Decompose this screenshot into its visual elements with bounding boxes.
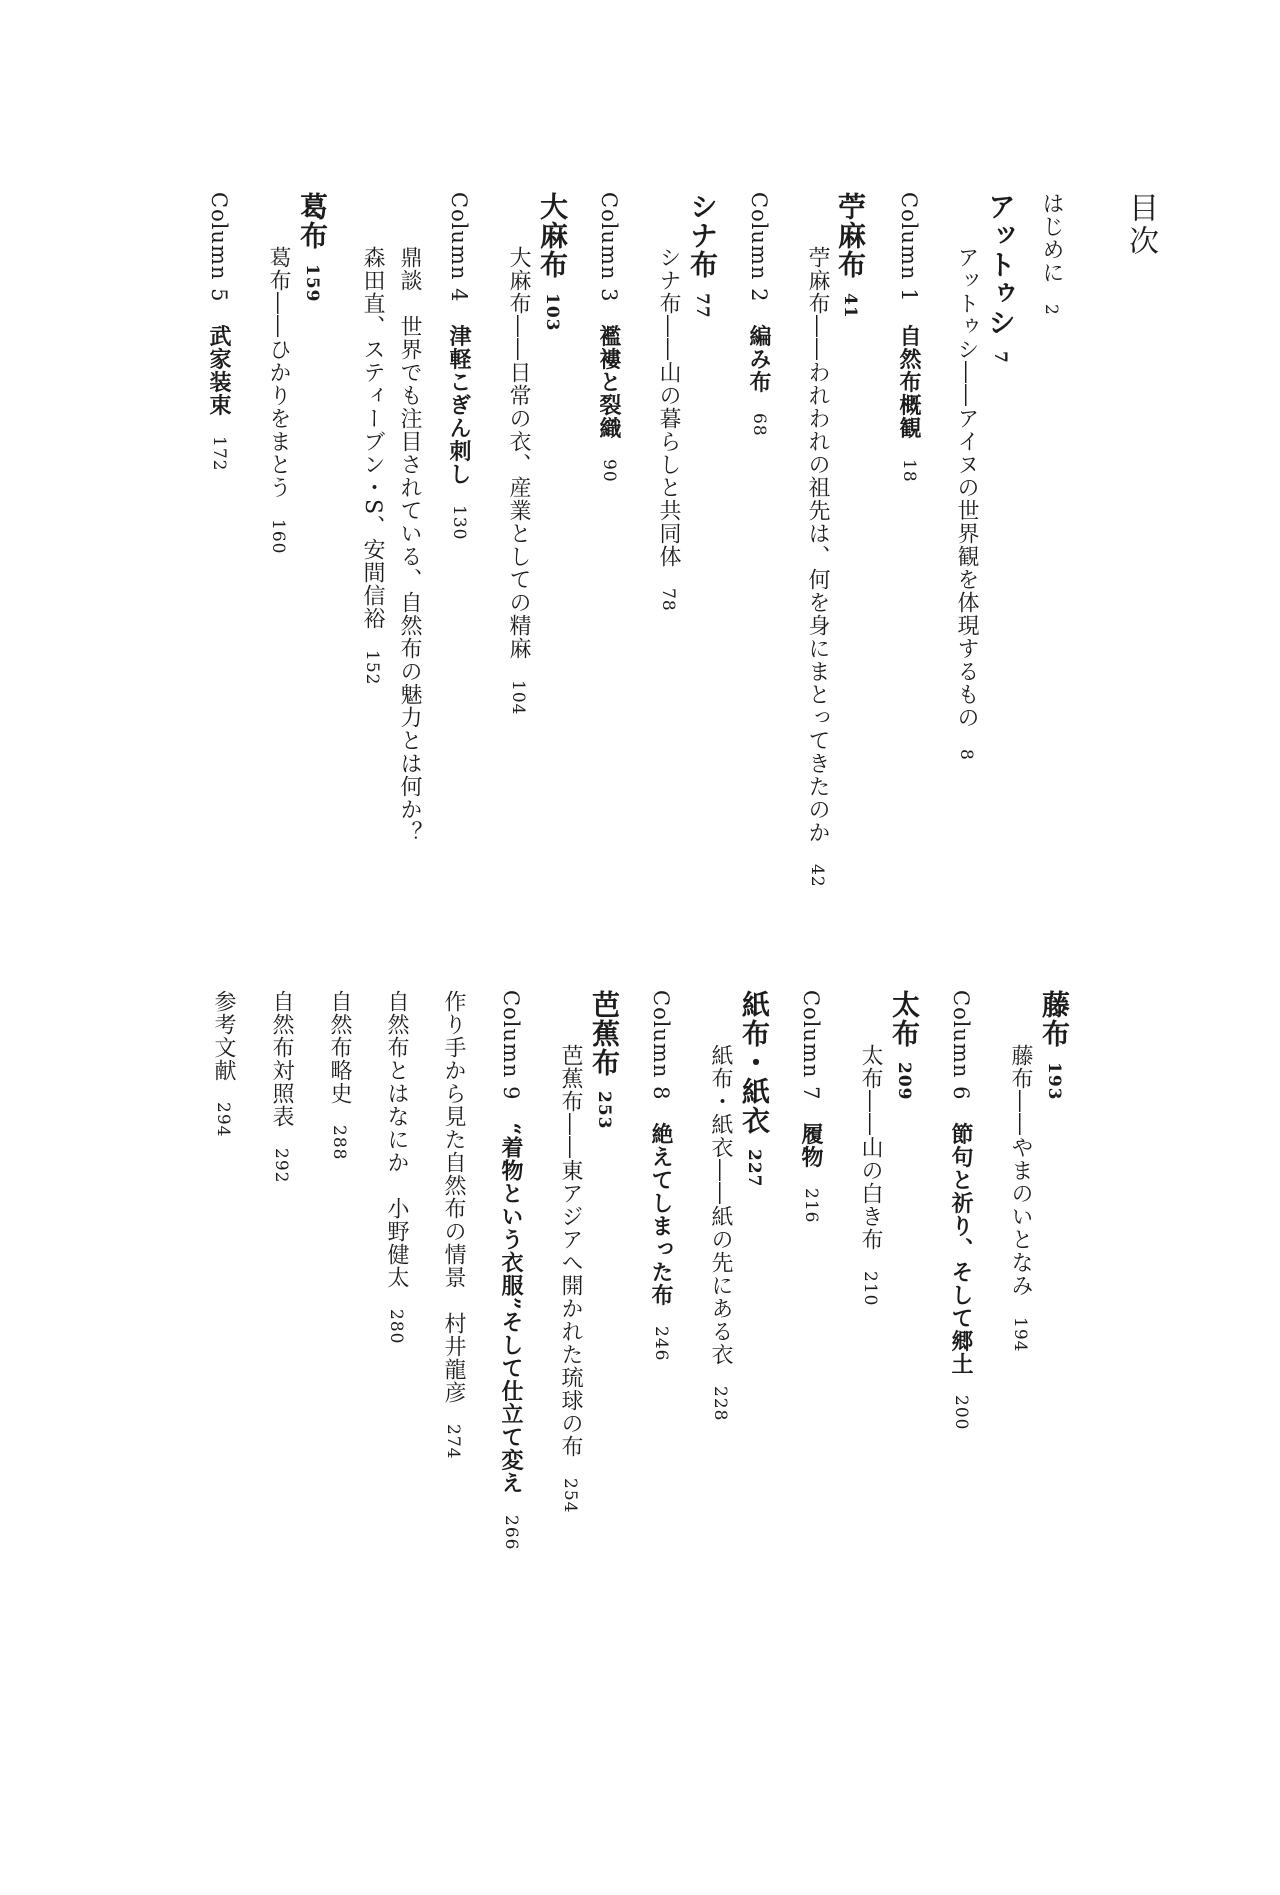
toc-column-5[interactable] bbox=[208, 192, 230, 472]
toc-column-9[interactable] bbox=[500, 990, 522, 1550]
toc-entry-shizenfu[interactable] bbox=[385, 990, 407, 1344]
entry-label: 自然布とはなにか 小野健太 bbox=[384, 990, 409, 1289]
entry-page: 254 bbox=[560, 1478, 580, 1514]
column-label: 節句と祈り、そして郷土 bbox=[948, 1122, 974, 1376]
column-prefix: Column 2 bbox=[747, 192, 771, 303]
column-label: 襤褸と裂織 bbox=[596, 324, 622, 440]
toc-chapter-kuzu[interactable] bbox=[296, 192, 329, 303]
toc-chapter-shifu[interactable] bbox=[738, 990, 771, 1188]
chapter-label: シナ布 bbox=[686, 192, 719, 279]
column-prefix: Column 8 bbox=[649, 990, 673, 1101]
toc-column-4[interactable] bbox=[448, 192, 470, 541]
toc-chapter-shina[interactable] bbox=[686, 192, 719, 319]
toc-entry-taisho[interactable] bbox=[270, 990, 292, 1183]
toc-entry-futo-sub[interactable] bbox=[859, 1044, 881, 1306]
chapter-label: 芭蕉布 bbox=[588, 990, 621, 1077]
column-prefix: Column 6 bbox=[949, 990, 973, 1101]
toc-column-2[interactable] bbox=[748, 192, 770, 437]
toc-chapter-taima[interactable] bbox=[536, 192, 569, 332]
chapter-page: 193 bbox=[1044, 1062, 1064, 1101]
chapter-label: 藤布 bbox=[1038, 990, 1071, 1048]
chapter-page: 227 bbox=[744, 1149, 764, 1188]
entry-page: 228 bbox=[710, 1386, 730, 1422]
entry-label: 紙布・紙衣――紙の先にある衣 bbox=[708, 1044, 733, 1366]
toc-entry-tsukurite[interactable] bbox=[442, 990, 464, 1459]
entry-page: 42 bbox=[807, 864, 827, 888]
toc-entry-shina-sub[interactable] bbox=[657, 246, 679, 612]
toc-entry-teidan[interactable] bbox=[398, 246, 420, 844]
entry-page: 274 bbox=[443, 1424, 463, 1460]
column-page: 216 bbox=[801, 1188, 821, 1224]
entry-page: 280 bbox=[386, 1309, 406, 1345]
toc-entry-shifu-sub[interactable] bbox=[709, 1044, 731, 1421]
chapter-label: 葛布 bbox=[296, 192, 329, 250]
chapter-label: アットゥシ bbox=[984, 192, 1017, 337]
entry-label: 葛布――ひかりをまとう bbox=[266, 246, 291, 499]
toc-column-8[interactable] bbox=[650, 990, 672, 1362]
chapter-page: 41 bbox=[840, 293, 860, 319]
entry-page: 292 bbox=[271, 1148, 291, 1184]
column-page: 200 bbox=[951, 1395, 971, 1431]
toc-column-7[interactable] bbox=[800, 990, 822, 1224]
toc-column-3[interactable] bbox=[598, 192, 620, 483]
toc-entry-taima-sub[interactable] bbox=[507, 246, 529, 715]
column-page: 172 bbox=[209, 436, 229, 472]
column-prefix: Column 5 bbox=[207, 192, 231, 303]
column-page: 18 bbox=[899, 459, 919, 484]
toc-entry-fuji-sub[interactable] bbox=[1009, 1044, 1031, 1352]
entry-page: 2 bbox=[1041, 304, 1061, 316]
entry-label: 自然布略史 bbox=[327, 990, 352, 1105]
column-label: 自然布概観 bbox=[896, 324, 922, 440]
entry-label: 太布――山の白き布 bbox=[858, 1044, 883, 1251]
chapter-page: 253 bbox=[594, 1091, 614, 1130]
entry-page: 294 bbox=[213, 1102, 233, 1138]
column-prefix: Column 4 bbox=[447, 192, 471, 303]
column-label: 津軽こぎん刺し bbox=[446, 324, 472, 486]
entry-label: 森田直、スティーブン・S、安間信裕 bbox=[360, 246, 385, 631]
chapter-page: 103 bbox=[542, 293, 562, 332]
toc-entry-choma-sub[interactable] bbox=[806, 246, 828, 888]
entry-page: 78 bbox=[658, 588, 678, 612]
entry-label: 鼎談 世界でも注目されている、自然布の魅力とは何か？ bbox=[397, 246, 422, 844]
toc-entry-basho-sub[interactable] bbox=[559, 1044, 581, 1513]
chapter-label: 紙布・紙衣 bbox=[738, 990, 771, 1135]
toc-entry-hajimeni[interactable] bbox=[1040, 192, 1062, 316]
chapter-page: 209 bbox=[894, 1062, 914, 1101]
toc-column-6[interactable] bbox=[950, 990, 972, 1431]
column-page: 90 bbox=[599, 459, 619, 484]
column-label: 武家装束 bbox=[206, 324, 232, 417]
chapter-label: 大麻布 bbox=[536, 192, 569, 279]
entry-label: 大麻布――日常の衣、産業としての精麻 bbox=[506, 246, 531, 660]
entry-page: 104 bbox=[508, 680, 528, 716]
column-page: 130 bbox=[449, 505, 469, 541]
toc-entry-kuzu-sub[interactable] bbox=[267, 246, 289, 554]
toc-chapter-choma[interactable] bbox=[834, 192, 867, 319]
toc-column-1[interactable] bbox=[898, 192, 920, 483]
toc-chapter-futo[interactable] bbox=[888, 990, 921, 1101]
page-title: 目次 bbox=[1123, 192, 1158, 258]
entry-label: 参考文献 bbox=[211, 990, 236, 1082]
column-page: 68 bbox=[749, 413, 769, 438]
column-label: 編み布 bbox=[746, 324, 772, 394]
column-label: 絶えてしまった布 bbox=[648, 1122, 674, 1307]
entry-page: 8 bbox=[956, 749, 976, 761]
chapter-page: 7 bbox=[990, 351, 1010, 364]
column-prefix: Column 9 bbox=[499, 990, 523, 1101]
entry-label: シナ布――山の暮らしと共同体 bbox=[656, 246, 681, 568]
toc-chapter-fuji[interactable] bbox=[1038, 990, 1071, 1101]
entry-page: 152 bbox=[362, 650, 382, 686]
entry-page: 210 bbox=[860, 1271, 880, 1307]
column-page: 246 bbox=[651, 1326, 671, 1362]
column-page: 266 bbox=[501, 1514, 521, 1551]
entry-label: 作り手から見た自然布の情景 村井龍彦 bbox=[441, 990, 466, 1404]
column-label: 履物 bbox=[798, 1122, 824, 1169]
chapter-page: 77 bbox=[692, 293, 712, 319]
toc-entry-attush-sub[interactable] bbox=[955, 246, 977, 761]
entry-label: 藤布――やまのいとなみ bbox=[1008, 1044, 1033, 1297]
toc-chapter-attush[interactable] bbox=[984, 192, 1017, 364]
entry-page: 160 bbox=[268, 519, 288, 555]
entry-label: 自然布対照表 bbox=[269, 990, 294, 1128]
column-label: “着物という衣服”そして仕立て変え bbox=[498, 1122, 524, 1495]
entry-label: 苧麻布――われわれの祖先は、何を身にまとってきたのか bbox=[805, 246, 830, 844]
entry-label: アットゥシ――アイヌの世界観を体現するもの bbox=[954, 246, 979, 729]
column-prefix: Column 7 bbox=[799, 990, 823, 1101]
toc-chapter-basho[interactable] bbox=[588, 990, 621, 1130]
entry-label: はじめに bbox=[1039, 192, 1064, 284]
chapter-label: 太布 bbox=[888, 990, 921, 1048]
column-prefix: Column 1 bbox=[897, 192, 921, 303]
chapter-page: 159 bbox=[302, 264, 322, 303]
toc-entry-ryakushi[interactable] bbox=[328, 990, 350, 1160]
column-prefix: Column 3 bbox=[597, 192, 621, 303]
chapter-label: 苧麻布 bbox=[834, 192, 867, 279]
entry-page: 194 bbox=[1010, 1317, 1030, 1353]
entry-label: 芭蕉布――東アジアへ開かれた琉球の布 bbox=[558, 1044, 583, 1458]
toc-entry-sanko[interactable] bbox=[212, 990, 234, 1137]
toc-entry-teidan-names[interactable] bbox=[361, 246, 383, 686]
entry-page: 288 bbox=[329, 1125, 349, 1161]
